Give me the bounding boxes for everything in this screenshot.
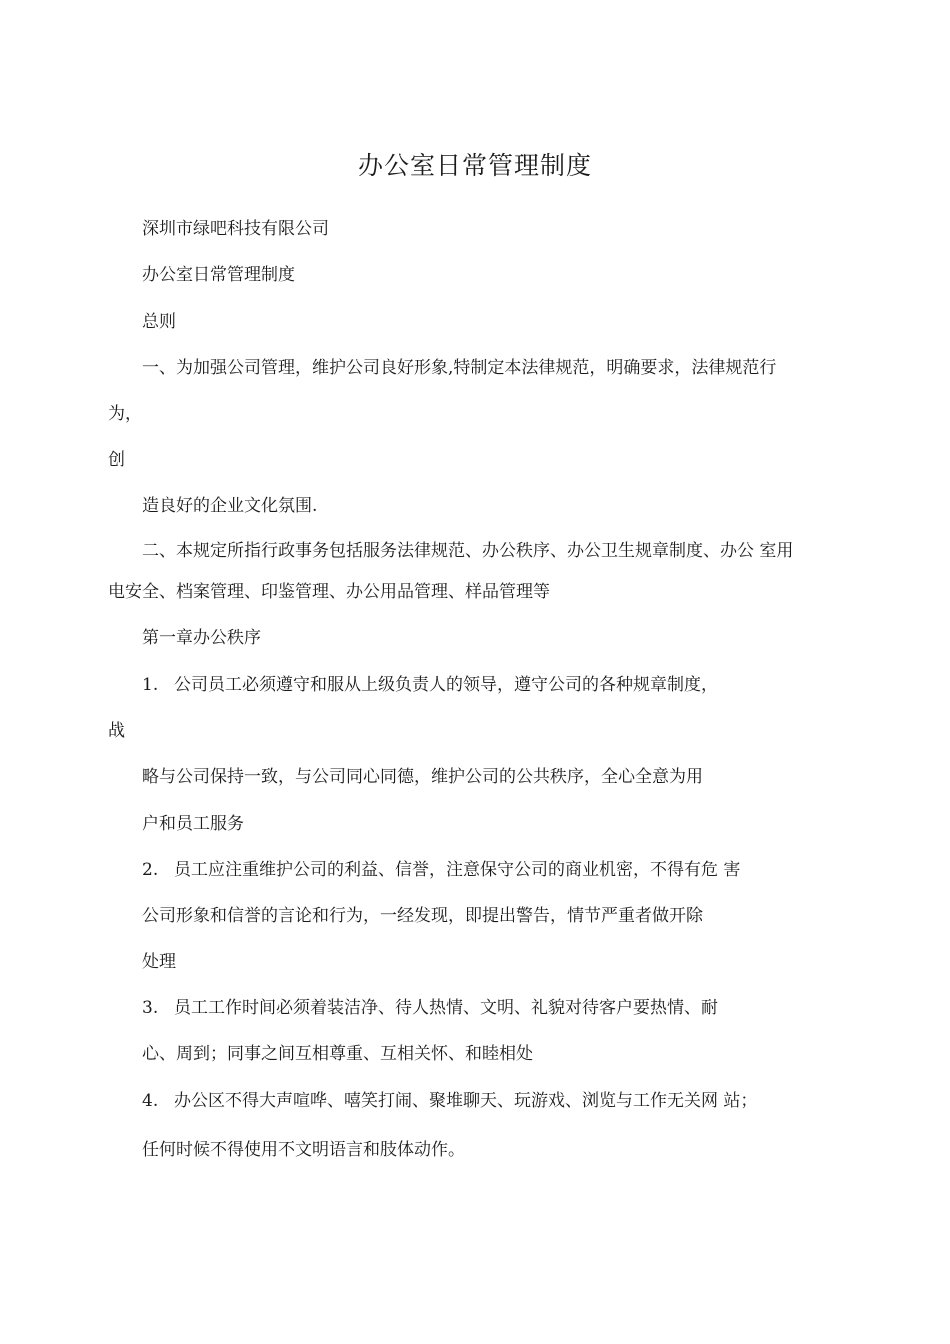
item3-line1 [142,997,718,1019]
item4-number: 4. [142,1091,159,1111]
item1-line4: 户和员工服务 [142,814,244,834]
item3-number: 3. [142,998,159,1018]
item3-line2: 心、周到；同事之间互相尊重、互相关怀、和睦相处 [142,1044,533,1064]
para2-line1: 二、本规定所指行政事务包括服务法律规范、办公秩序、办公卫生规章制度、办公 室用 [142,541,794,561]
item2-line1 [142,859,740,881]
item1-line1 [142,674,718,696]
para1-line1: 一、为加强公司管理，维护公司良好形象,特制定本法律规范，明确要求，法律规范行 [142,358,777,378]
item1-line3: 略与公司保持一致，与公司同心同德，维护公司的公共秩序，全心全意为用 [142,767,703,787]
item4-line1 [142,1090,757,1112]
general-heading: 总则 [142,312,176,332]
item1-text: 公司员工必须遵守和服从上级负责人的领导，遵守公司的各种规章制度， [174,675,718,695]
item4-line2: 任何时候不得使用不文明语言和肢体动作。 [142,1140,465,1160]
chapter1-heading: 第一章办公秩序 [142,628,261,648]
para1-line4: 造良好的企业文化氛围. [142,496,318,516]
item2-line3: 处理 [142,952,176,972]
para1-line2: 为， [108,404,142,424]
item2-text: 员工应注重维护公司的利益、信誉，注意保守公司的商业机密，不得有危 害 [174,860,741,880]
para1-line3: 创 [108,450,125,470]
para2-line2: 电安全、档案管理、印鉴管理、办公用品管理、样品管理等 [108,582,550,602]
item4-text: 办公区不得大声喧哗、嘻笑打闹、聚堆聊天、玩游戏、浏览与工作无关网 站； [174,1091,758,1111]
item3-text: 员工工作时间必须着装洁净、待人热情、文明、礼貌对待客户要热情、耐 [174,998,718,1018]
subtitle: 办公室日常管理制度 [142,265,295,285]
item2-number: 2. [142,860,159,880]
item1-number: 1. [142,675,159,695]
document-title: 办公室日常管理制度 [357,151,592,180]
item2-line2: 公司形象和信誉的言论和行为，一经发现，即提出警告，情节严重者做开除 [142,906,703,926]
item1-line2: 战 [108,721,125,741]
company-name: 深圳市绿吧科技有限公司 [142,219,329,239]
